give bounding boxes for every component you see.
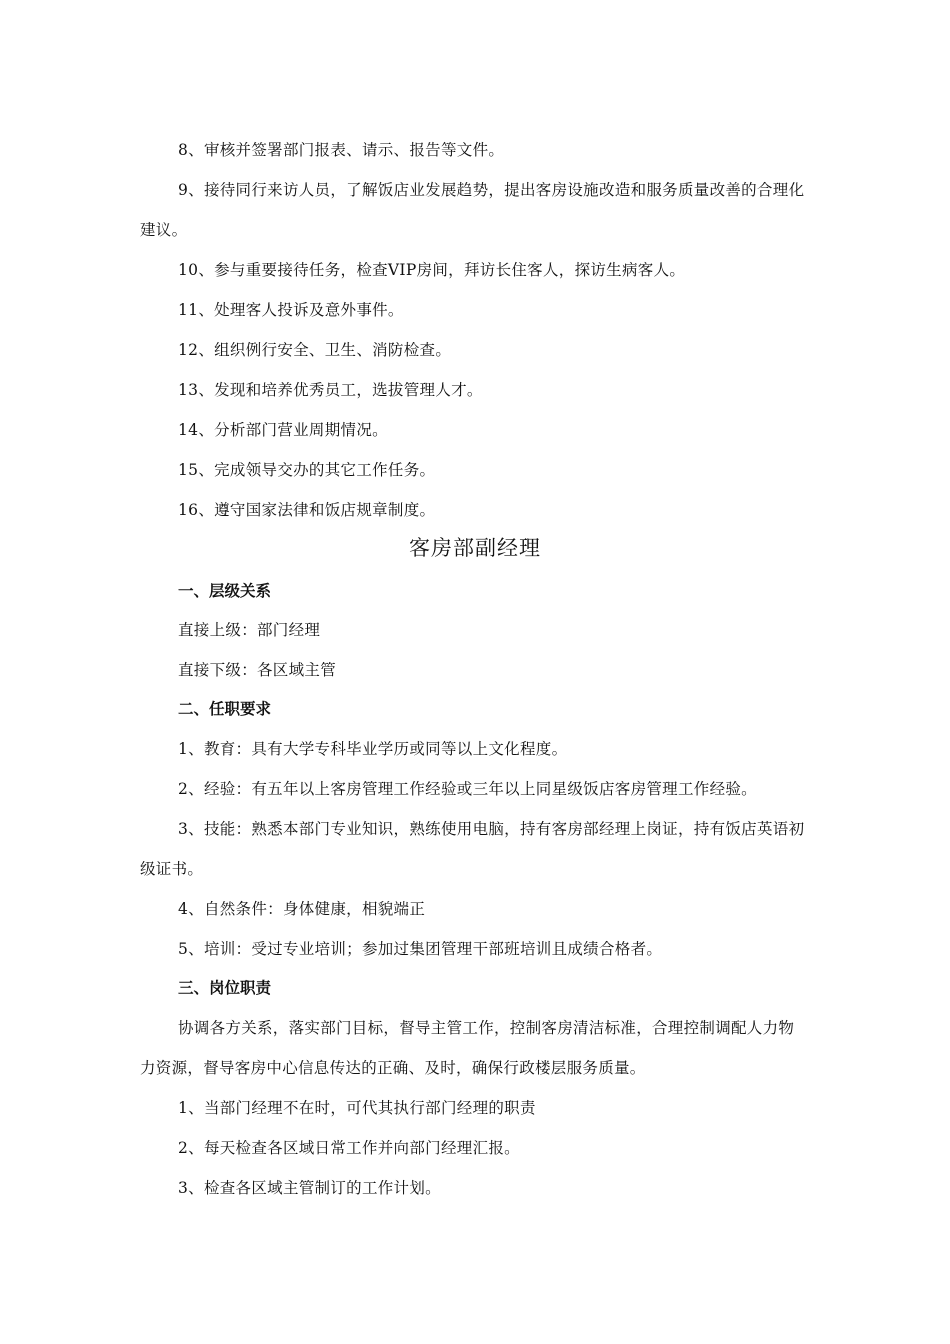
duty-item-8: 8、审核并签署部门报表、请示、报告等文件。 — [178, 141, 505, 159]
requirement-education: 1、教育：具有大学专科毕业学历或同等以上文化程度。 — [178, 740, 568, 758]
duty-item: 3、检查各区域主管制订的工作计划。 — [178, 1179, 441, 1197]
heading-duties: 三、岗位职责 — [178, 979, 272, 997]
duty-item: 2、每天检查各区域日常工作并向部门经理汇报。 — [178, 1139, 520, 1157]
duty-item-9: 9、接待同行来访人员，了解饭店业发展趋势，提出客房设施改造和服务质量改善的合理化建议。 — [140, 181, 805, 239]
duty-item-15: 15、完成领导交办的其它工作任务。 — [178, 461, 436, 479]
duty-item-10: 10、参与重要接待任务，检查VIP房间，拜访长住客人，探访生病客人。 — [178, 261, 686, 279]
section-title: 客房部副经理 — [409, 536, 541, 560]
direct-subordinate: 直接下级：各区域主管 — [178, 661, 337, 679]
duty-item-12: 12、组织例行安全、卫生、消防检查。 — [178, 341, 452, 359]
duty-item-13: 13、发现和培养优秀员工，选拔管理人才。 — [178, 381, 483, 399]
requirement-experience: 2、经验：有五年以上客房管理工作经验或三年以上同星级饭店客房管理工作经验。 — [178, 780, 757, 798]
duties-summary: 协调各方关系，落实部门目标，督导主管工作，控制客房清洁标准，合理控制调配人力物力资源，督导客房中心信息传达的正确、及时，确保行政楼层服务质量。 — [140, 1019, 795, 1077]
heading-hierarchy: 一、层级关系 — [178, 582, 272, 600]
requirement-skills: 3、技能：熟悉本部门专业知识，熟练使用电脑，持有客房部经理上岗证，持有饭店英语初级证书。 — [140, 820, 805, 878]
duty-item-11: 11、处理客人投诉及意外事件。 — [178, 301, 404, 319]
duty-item-14: 14、分析部门营业周期情况。 — [178, 421, 388, 439]
requirement-training: 5、培训：受过专业培训；参加过集团管理干部班培训且成绩合格者。 — [178, 940, 663, 958]
duty-item: 1、当部门经理不在时，可代其执行部门经理的职责 — [178, 1099, 536, 1117]
duty-item-16: 16、遵守国家法律和饭店规章制度。 — [178, 501, 436, 519]
direct-superior: 直接上级：部门经理 — [178, 621, 321, 639]
heading-requirements: 二、任职要求 — [178, 700, 272, 718]
requirement-physical: 4、自然条件：身体健康，相貌端正 — [178, 900, 426, 918]
